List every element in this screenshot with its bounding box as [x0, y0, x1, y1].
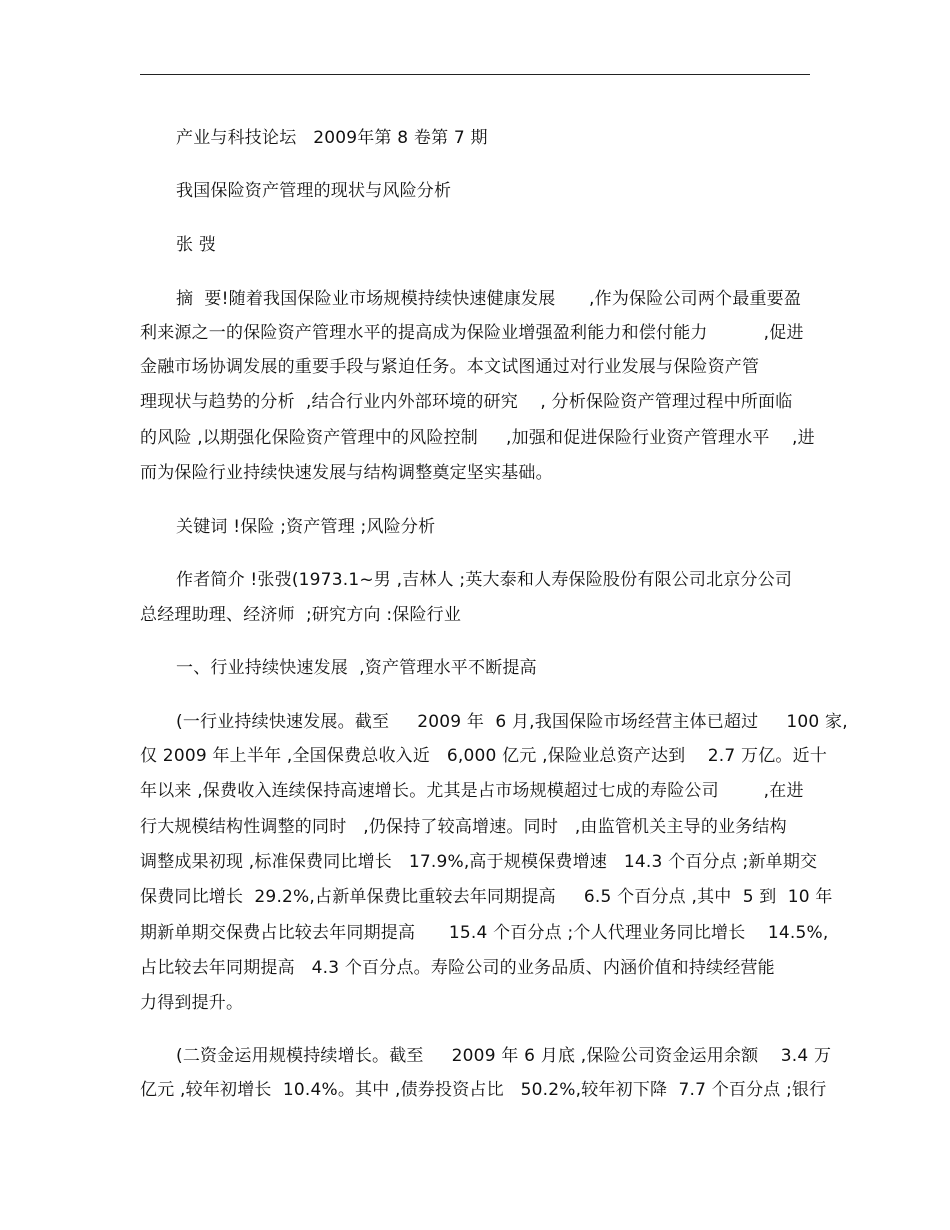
paragraph-line: 调整成果初现 ,标准保费同比增长 17.9%,高于规模保费增速 14.3 个百分点 ;新单期交 — [140, 852, 818, 872]
paragraph-line: 亿元 ,较年初增长 10.4%。其中 ,债券投资占比 50.2%,较年初下降 7.7 个百分点 ;银行 — [140, 1080, 827, 1100]
abstract-line: 而为保险行业持续快速发展与结构调整奠定坚实基础。 — [140, 463, 553, 483]
paragraph-line: 保费同比增长 29.2%,占新单保费比重较去年同期提高 6.5 个百分点 ,其中 5 到 10 年 — [140, 887, 833, 907]
abstract-line: 的风险 ,以期强化保险资产管理中的风险控制 ,加强和促进保险行业资产管理水平 ,进 — [140, 428, 815, 448]
header-rule — [140, 74, 810, 75]
paragraph-line: 仅 2009 年上半年 ,全国保费总收入近 6,000 亿元 ,保险业总资产达到 2.7 万亿。近十 — [140, 746, 828, 766]
abstract-line: 理现状与趋势的分析 ,结合行业内外部环境的研究 , 分析保险资产管理过程中所面临 — [140, 392, 793, 412]
paper-title: 我国保险资产管理的现状与风险分析 — [176, 181, 452, 201]
section-heading: 一、行业持续快速发展 ,资产管理水平不断提高 — [176, 658, 537, 678]
paragraph-line: 期新单期交保费占比较去年同期提高 15.4 个百分点 ;个人代理业务同比增长 14.5%, — [140, 923, 829, 943]
journal-info: 产业与科技论坛 2009年第 8 卷第 7 期 — [176, 128, 488, 148]
paragraph-line: 行大规模结构性调整的同时 ,仍保持了较高增速。同时 ,由监管机关主导的业务结构 — [140, 817, 787, 837]
paragraph-line: 年以来 ,保费收入连续保持高速增长。尤其是占市场规模超过七成的寿险公司 ,在进 — [140, 781, 804, 801]
abstract-line: 摘 要!随着我国保险业市场规模持续快速健康发展 ,作为保险公司两个最重要盈 — [176, 289, 802, 309]
author-name: 张 弢 — [176, 235, 217, 255]
author-intro-line: 作者简介 !张弢(1973.1~男 ,吉林人 ;英大泰和人寿保险股份有限公司北京分公司 — [176, 570, 793, 590]
paragraph-line: 力得到提升。 — [140, 993, 244, 1013]
paragraph-line: 占比较去年同期提高 4.3 个百分点。寿险公司的业务品质、内涵价值和持续经营能 — [140, 958, 775, 978]
paragraph-line: (二资金运用规模持续增长。截至 2009 年 6 月底 ,保险公司资金运用余额 3.4 万 — [176, 1046, 832, 1066]
author-intro-line: 总经理助理、经济师 ;研究方向 :保险行业 — [140, 605, 462, 625]
abstract-line: 金融市场协调发展的重要手段与紧迫任务。本文试图通过对行业发展与保险资产管 — [140, 357, 760, 377]
keywords: 关键词 !保险 ;资产管理 ;风险分析 — [176, 517, 436, 537]
abstract-line: 利来源之一的保险资产管理水平的提高成为保险业增强盈利能力和偿付能力 ,促进 — [140, 323, 804, 343]
paragraph-line: (一行业持续快速发展。截至 2009 年 6 月,我国保险市场经营主体已超过 100 家, — [176, 712, 848, 732]
